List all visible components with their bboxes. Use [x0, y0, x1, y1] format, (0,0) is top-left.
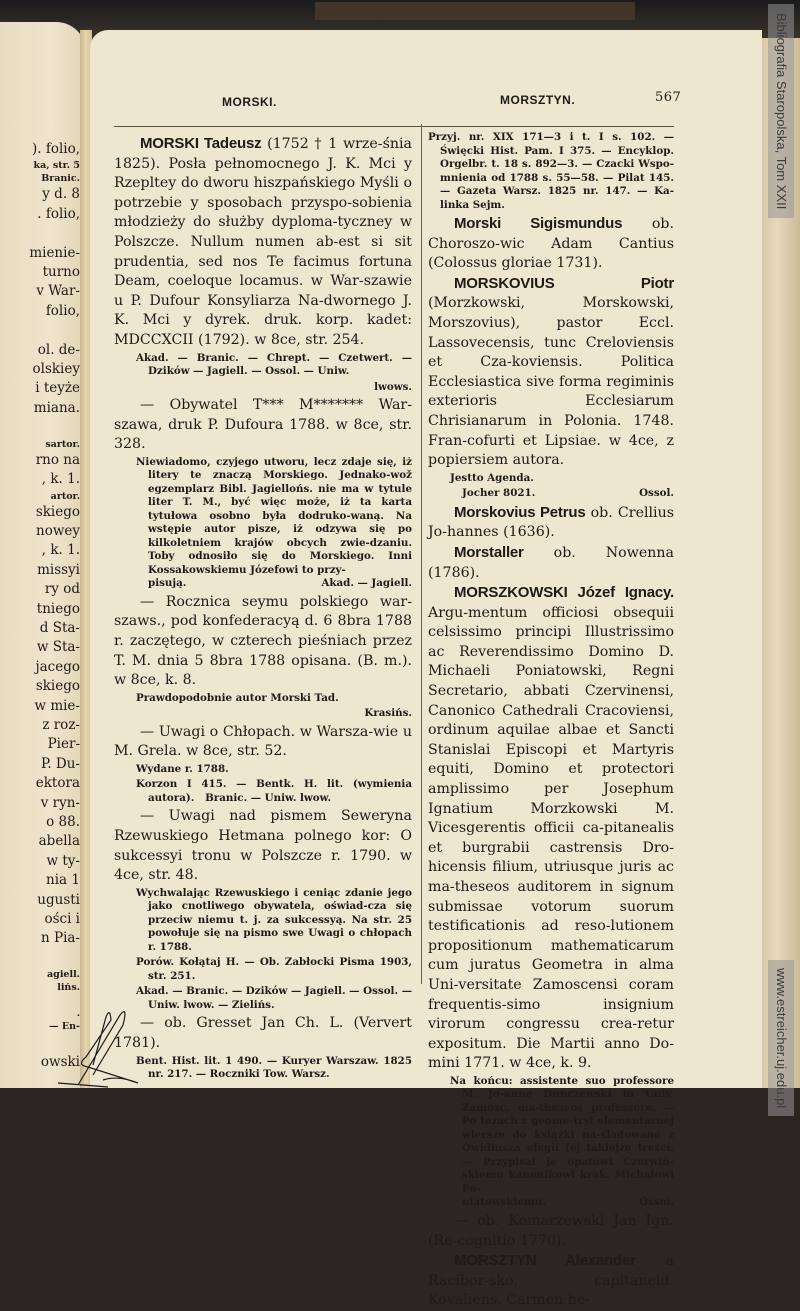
left-page [0, 22, 86, 1092]
entry-text: ob. Nowenna (1786). [428, 544, 674, 581]
left-page-line: ugusti [37, 891, 80, 908]
annotation-note: Wydane r. 1788. [136, 762, 229, 775]
entry-komarzewski: — ob. Komarzewski Jan Ign. (Re-cognitio 1770). [428, 1212, 674, 1249]
library-list: Ossol. [639, 1196, 674, 1209]
bottom-shadow [0, 1088, 800, 1121]
library-list: Akad. — Branic. — Dzików — Jagiell. — Ossol. — Uniw. lwow. — Zielińs. [136, 985, 412, 1011]
left-page-line: jacego [35, 658, 80, 675]
left-page-line: d Sta- [39, 619, 80, 636]
entry-headword: Morskovius Petrus [454, 503, 586, 521]
note-last-row [148, 577, 412, 591]
left-page-line: owski [40, 1053, 80, 1070]
annotation-note [114, 456, 412, 591]
left-page-line: w ty- [46, 852, 80, 869]
left-page-line: w mie- [34, 697, 80, 714]
bibliography-note: Przyj. nr. XIX 171—3 i t. I s. 102. — Święcki Hist. Pam. I 375. — Encyklop. Orgelbr. t. 18 s. 892—3. — Czacki Wspo-mnienia od 1788 s. 55—58. — Pilat 145. — Gazeta Warsz. 1825 nr. 147. — Ka-linka Sejm. [428, 131, 674, 211]
book-binding-band [315, 2, 635, 20]
entry-gresset: — ob. Gresset Jan Ch. L. (Ververt 1781). [114, 1015, 412, 1051]
entry-rocznica: — Rocznica seymu polskiego war-szaws., pod konfederacyą d. 6 8bra 1788 r. zaczętego, w czterech pieśniach przez T. M. dnia 5 8bra 1788 opisana. (B. m.). w 8ce, k. 8. [114, 593, 412, 689]
left-page-line [0, 949, 80, 968]
note-row [462, 487, 674, 501]
left-page-line: w Sta- [36, 639, 80, 656]
entry-text: (1752 † 1 wrze-śnia 1825). Posła pełnomocnego J. K. Mci y Rzepltey do dworu hiszpańskiego Myśli o potrzebie y sposobach przyspo-sobienia młodzieży do służby dyploma-tyczney w Polszcze. Nullum numen ab-est si sit prudentia, sed nos Te facimus fortuna Deam, coeloque locamus. w War-szawie u P. Dufour Konsyliarza Na-dwornego J. K. Mci y dyrek. druk. korp. kadet: MDCCXCII (1792). w 8ce, str. 254. [114, 136, 412, 348]
left-page-line: rno na [35, 451, 80, 468]
left-page-line: sartor. [45, 438, 80, 450]
library-note [114, 352, 412, 379]
left-page-line: ol. de- [37, 341, 80, 358]
entry-text: ob. Crellius Jo-hannes (1636). [428, 504, 674, 541]
left-page-line: v ryn- [40, 794, 80, 811]
note-text: Akad. — Branic. — Chrept. — Czetwert. — Dzików — Jagiell. — Ossol. — Uniw. [136, 351, 412, 378]
left-page-line: turno [42, 264, 80, 281]
entry-headword: MORSKI Tadeusz [140, 135, 262, 152]
left-page-line: . [76, 1008, 80, 1020]
left-page-line [0, 418, 80, 437]
entry-headword: MORSZKOWSKI Józef Ignacy. [454, 584, 674, 602]
entry-morszkowski [428, 583, 674, 1074]
entry-text: (Morzkowski, Morskowski, Morszovius), pastor Eccl. Lassovecensis, tunc Creloviensis et Cza-koviensis. Politica Ecclesiastica sive forma regiminis exterioris Ecclesiarum Chrisianarum in Polonia. 1748. Fran-cofurti et Lipsiae. w 4ce, z popiersiem autora. [428, 295, 674, 469]
left-page-line: missyi [37, 561, 80, 578]
note-text: pisują. [148, 577, 187, 590]
left-page-line: tniego [36, 600, 80, 617]
annotation-note: Jestto Agenda. [450, 471, 534, 484]
left-page-line: olskiey [32, 361, 80, 378]
note-text: Niewiadomo, czyjego utworu, lecz zdaje się, iż litery te znaczą Morskiego. Jednako-wož egzemplarz Bibl. Jagiellońs. nie ma w tytule liter T. M., być więc może, iż ta karta tytułowa osobno była dodruko-waną. Na wstępie autor pisze, iż odzywa się po kilkoletniem krajów obcych zwie-dzaniu. Toby odnosiło się do Morskiego. Inni Kossakowskiemu Józefowi to przy- [136, 455, 412, 576]
left-page-line: folio, [45, 302, 80, 319]
left-page-line: Branic. [41, 173, 80, 185]
left-page-line: skiego [35, 678, 80, 695]
column-divider [421, 124, 422, 984]
annotation-note [428, 487, 674, 501]
left-page-line: z roz- [42, 716, 80, 733]
entry-morski-sigismundus [428, 214, 674, 274]
left-page-line: lińs. [57, 982, 80, 994]
header-rule [114, 126, 674, 127]
left-page-line [0, 321, 80, 340]
entry-text: a Racibor-sko, capitaneid. Kovaliens. Carmen he- [428, 1253, 674, 1309]
library-note-end: lwows. [374, 380, 412, 393]
note-text: niatowskiemu. [462, 1196, 546, 1209]
left-page-line: , k. 1. [41, 471, 80, 488]
left-page-line: o 88. [46, 814, 80, 830]
left-page-line: i teyże [35, 380, 80, 397]
library-list: Akad. — Jagiell. [321, 577, 412, 590]
library-list: Krasińs. [364, 707, 412, 720]
signature-mark [48, 995, 158, 1090]
annotation-note: Bent. Hist. lit. 1 490. — Kuryer Warszaw. 1825 nr. 217. — Roczniki Tow. Warsz. [136, 1054, 412, 1081]
running-head-center: MORSZTYN. [500, 93, 576, 107]
annotation-note [428, 1075, 674, 1210]
right-column [428, 130, 674, 1311]
left-page-line: — En- [49, 1021, 80, 1033]
left-column [114, 134, 412, 1084]
left-page-line: ). folio, [31, 141, 80, 157]
annotation-note: Prawdopodobnie autor Morski Tad. [136, 691, 339, 704]
left-page-line: v War- [36, 283, 80, 300]
entry-uwagi-pismem: — Uwagi nad pismem Seweryna Rzewuskiego Hetmana polnego kor: O sukcessyi tronu w Polszcze r. 1790. w 4ce, str. 48. [114, 808, 412, 884]
library-list: Branic. — Uniw. lwow. [205, 791, 332, 804]
left-page-line: . folio, [37, 205, 80, 222]
entry-headword: Morski Sigismundus [454, 215, 623, 232]
website-label: www.estreicher.uj.edu.pl [768, 960, 794, 1116]
left-page-line: ka, str. 5 [33, 160, 80, 172]
entry-morski-tadeusz [114, 134, 412, 351]
left-page-line: agiell. [47, 969, 80, 981]
entry-headword: MORSZTYN Alexander [454, 1252, 636, 1270]
note-text: Korzon I 415. — Bentk. H. lit. (wymienia autora). [136, 778, 412, 804]
left-page-line: nowey [36, 522, 80, 539]
entry-morsztyn-alexander [428, 1251, 674, 1311]
left-page-line: , k. 1. [41, 542, 80, 559]
left-page-line: abella [38, 833, 80, 850]
library-list: Ossol. [639, 487, 674, 500]
left-page-line: n Pia- [41, 930, 80, 947]
entry-headword: Morstaller [454, 543, 524, 561]
left-page-line: nia 1 [46, 872, 80, 889]
note-text: Na końcu: assistente suo professore M. Jo-anne Dunczewski in Univ. Zamosc. ma-theseos professore. — Po tezach z geome-tryi elementarnej wiersze do książki na-śladowane z Owidiusza elegii Iej takiejże treści. — Przypisał je opatowi Czerwiń-skiemu kanonikowi krak. Michałowi Po- [450, 1074, 674, 1195]
entry-morstaller [428, 543, 674, 583]
entry-morskovius-petrus [428, 503, 674, 543]
running-head-left: MORSKI. [222, 95, 277, 109]
annotation-note: Wychwalając Rzewuskiego i ceniąc zdanie jego jako cnotliwego obywatela, oświad-cza się przeciw niemu t. j. za sukcessyą. Na str. 25 powołuje się na pismo swe Uwagi o chłopach r. 1788. [136, 886, 412, 953]
entry-obywatel: — Obywatel T*** M******* War-szawa, druk P. Dufoura 1788. w 8ce, str. 328. [114, 397, 412, 453]
left-page-line: skiego [35, 503, 80, 520]
left-page-line: Pier- [47, 736, 80, 753]
entry-headword: MORSKOVIUS Piotr [454, 274, 674, 292]
entry-text: ob. Choroszo-wic Adam Cantius (Colossus gloriae 1731). [428, 216, 674, 272]
collection-title-label: Bibliografia Staropolska, Tom XXII [768, 4, 794, 218]
left-page-line: ry od [44, 581, 80, 598]
annotation-note: Porów. Kołątaj H. — Ob. Zabłocki Pisma 1903, str. 251. [136, 956, 412, 982]
annotation-note [114, 778, 412, 805]
left-page-line: y d. 8 [42, 186, 80, 203]
entry-morskovius-piotr [428, 274, 674, 471]
left-page-line [0, 224, 80, 243]
left-page-line: ektora [35, 775, 80, 792]
left-page-line: artor. [50, 490, 80, 502]
left-page-text [0, 140, 80, 1072]
entry-text: Argu-mentum officiosi obsequii celsissimo principi Illustrissimo ac Reverendissimo Domino D. Michaeli Poniatowski, Regni Secretario, abbati Czervinensi, Canonico Cathedrali Cracoviensi, ordinum aquilae albae et Sancti Stanislai Episcopi et Martyris equiti, Domino et protectori amplissimo per Josephum Ignatium Morzkowski M. Vicesgerentis officii ca-pitanealis et burgrabii castrensis Dro-hicensis filium, utriusque juris ac ma-theseos auditorem in signum submissae votorum suorum testificationis ad reso-lutionem propositionum mathematicarum cum juratus Geometra in alma Uni-versitate Zamoscensi coram frequentis-simo insignium virorum congressu crea-retur expositum. Die Martii anno Do-mini 1771. w 4ce, k. 9. [428, 604, 674, 1072]
left-page-line: P. Du- [40, 755, 80, 772]
left-page-line: mienie- [29, 244, 80, 261]
entry-uwagi-chlopach: — Uwagi o Chłopach. w Warsza-wie u M. Grela. w 8ce, str. 52. [114, 723, 412, 760]
left-page-line: miana. [33, 399, 80, 416]
note-last-row [462, 1196, 674, 1210]
page-number: 567 [655, 90, 682, 105]
note-text: Jocher 8021. [462, 487, 536, 500]
left-page-line: ości i [44, 911, 80, 928]
